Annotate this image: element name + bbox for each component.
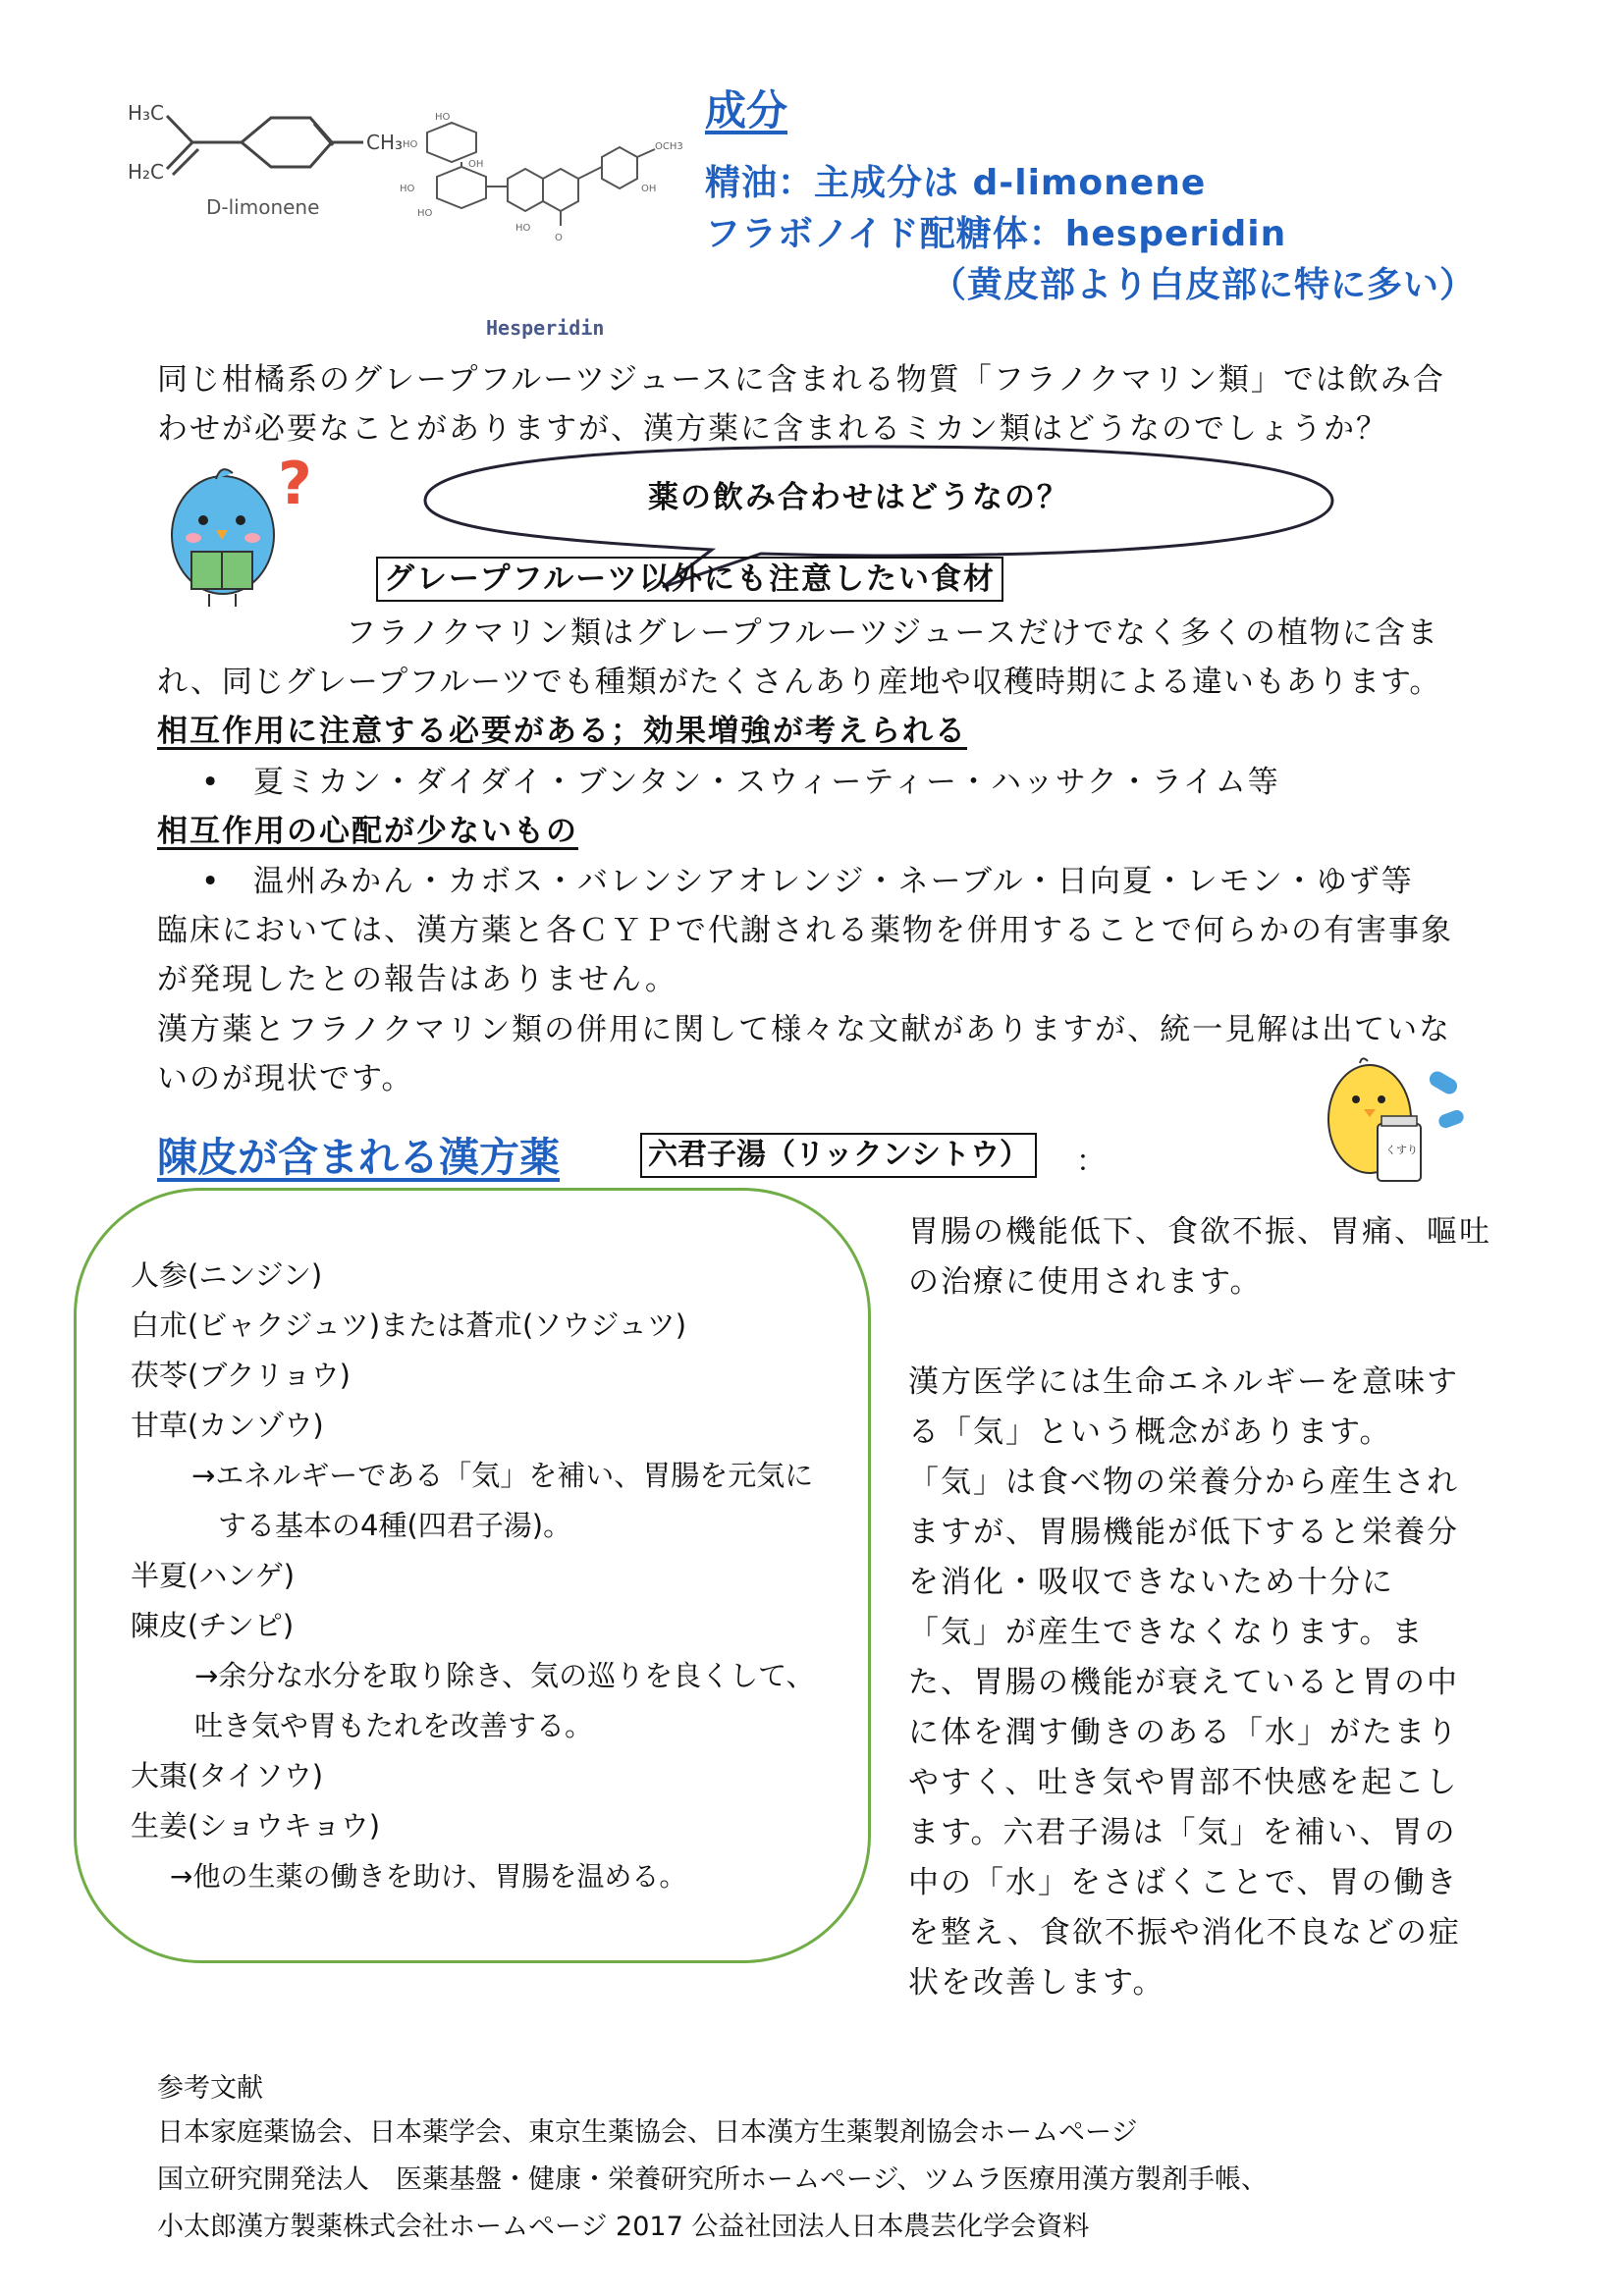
hesperidin-structure bbox=[398, 108, 702, 250]
desc-line: を消化・吸収できないため十分に bbox=[908, 1565, 1394, 1600]
reference-line2: 国立研究開発法人 医薬基盤・健康・栄養研究所ホームページ、ツムラ医療用漢方製剤手帳、 bbox=[157, 2164, 1269, 2195]
foods-heading: グレープフルーツ以外にも注意したい食材 bbox=[376, 557, 1003, 602]
herb-note2-line1: →余分な水分を取り除き、気の巡りを良くして、 bbox=[194, 1659, 815, 1692]
desc-line: を整え、食欲不振や消化不良などの症 bbox=[908, 1915, 1461, 1950]
h3c-label: H₃C bbox=[128, 101, 165, 125]
literature-line2: いのが現状です。 bbox=[157, 1061, 414, 1096]
herb-byakujutsu: 白朮(ビャクジュツ)または蒼朮(ソウジュツ) bbox=[131, 1308, 687, 1342]
chick-medicine-illustration bbox=[1321, 1055, 1468, 1193]
svg-text:OH: OH bbox=[468, 159, 484, 170]
desc-line: 中の「水」をさばくことで、胃の働き bbox=[908, 1865, 1459, 1900]
caution-heading: 相互作用に注意する必要がある；効果増強が考えられる bbox=[157, 714, 967, 749]
formula-name: 六君子湯（リックンシトウ） bbox=[640, 1133, 1037, 1178]
clinical-line1: 臨床においては、漢方薬と各ＣＹＰで代謝される薬物を併用することで何らかの有害事象 bbox=[157, 913, 1453, 948]
safe-bullet: • bbox=[201, 864, 222, 899]
formula-description bbox=[908, 1207, 1497, 2008]
svg-text:O: O bbox=[555, 233, 563, 243]
foods-p1-line2: れ、同じグレープフルーツでも種類がたくさんあり産地や収穫時期による違いもあります。 bbox=[157, 665, 1441, 700]
components-line2: フラボノイド配糖体：hesperidin bbox=[705, 214, 1287, 254]
herb-note3: →他の生薬の働きを助け、胃腸を温める。 bbox=[170, 1860, 687, 1893]
herb-note2-line2: 吐き気や胃もたれを改善する。 bbox=[194, 1709, 594, 1742]
desc-line: やすく、吐き気や胃部不快感を起こし bbox=[908, 1765, 1459, 1800]
d-limonene-structure bbox=[128, 59, 412, 226]
herb-taiso: 大棗(タイソウ) bbox=[131, 1759, 324, 1792]
speech-bubble-text: 薬の飲み合わせはどうなの？ bbox=[648, 480, 1069, 515]
desc-line: 状を改善します。 bbox=[908, 1965, 1165, 2001]
herb-shokyo: 生姜(ショウキョウ) bbox=[131, 1809, 381, 1842]
herb-note1-line2: する基本の4種(四君子湯)。 bbox=[218, 1509, 572, 1542]
literature-line1: 漢方薬とフラノクマリン類の併用に関して様々な文献がありますが、統一見解は出ていな bbox=[157, 1012, 1452, 1047]
reference-line3: 小太郎漢方製薬株式会社ホームページ 2017 公益社団法人日本農芸化学会資料 bbox=[157, 2212, 1090, 2242]
desc-line: の治療に使用されます。 bbox=[908, 1264, 1263, 1300]
question-mark-icon: ? bbox=[278, 450, 312, 518]
safe-heading: 相互作用の心配が少ないもの bbox=[157, 814, 578, 849]
desc-line: 漢方医学には生命エネルギーを意味す bbox=[908, 1364, 1459, 1400]
desc-line: 「気」は食べ物の栄養分から産生され bbox=[908, 1465, 1459, 1500]
desc-line bbox=[908, 1308, 1497, 1358]
ch3-label: CH₃ bbox=[366, 131, 404, 154]
desc-line: ます。六君子湯は「気」を補い、胃の bbox=[908, 1815, 1457, 1850]
safe-item: 温州みかん・カボス・バレンシアオレンジ・ネーブル・日向夏・レモン・ゆず等 bbox=[253, 864, 1414, 899]
herb-bukuryo: 茯苓(ブクリョウ) bbox=[131, 1359, 351, 1392]
desc-line: る「気」という概念があります。 bbox=[908, 1415, 1392, 1450]
herb-note1-line1: →エネルギーである「気」を補い、胃腸を元気に bbox=[191, 1459, 814, 1492]
bottle-label: くすり bbox=[1385, 1144, 1418, 1156]
kampo-title: 陳皮が含まれる漢方薬 bbox=[157, 1134, 560, 1181]
h2c-label: H₂C bbox=[128, 160, 165, 184]
formula-colon: ： bbox=[1076, 1145, 1106, 1179]
desc-line: ますが、胃腸機能が低下すると栄養分 bbox=[908, 1515, 1459, 1550]
herb-kanzo: 甘草(カンゾウ) bbox=[131, 1409, 324, 1442]
herb-chinpi: 陳皮(チンピ) bbox=[131, 1609, 295, 1642]
svg-text:HO: HO bbox=[417, 208, 433, 219]
desc-line: 「気」が産生できなくなります。ま bbox=[908, 1615, 1425, 1650]
desc-line: に体を潤す働きのある「水」がたまり bbox=[908, 1715, 1459, 1750]
hesperidin-label: Hesperidin bbox=[486, 316, 605, 340]
foods-p1-line1: フラノクマリン類はグレープフルーツジュースだけでなく多くの植物に含ま bbox=[346, 615, 1439, 651]
clinical-line2: が発現したとの報告はありません。 bbox=[157, 962, 677, 997]
reference-line1: 日本家庭薬協会、日本薬学会、東京生薬協会、日本漢方生薬製剤協会ホームページ bbox=[157, 2117, 1138, 2148]
herb-hange: 半夏(ハンゲ) bbox=[131, 1559, 296, 1592]
herb-ninjin: 人参(ニンジン) bbox=[131, 1258, 323, 1292]
svg-text:HO: HO bbox=[435, 112, 451, 123]
components-line1: 精油：主成分は d-limonene bbox=[705, 163, 1207, 203]
svg-text:OCH3: OCH3 bbox=[655, 141, 683, 152]
desc-line: た、胃腸の機能が衰えていると胃の中 bbox=[908, 1665, 1459, 1700]
components-line3: （黄皮部より白皮部に特に多い） bbox=[931, 265, 1477, 305]
svg-text:HO: HO bbox=[400, 184, 415, 194]
components-title: 成分 bbox=[705, 86, 788, 134]
caution-item: 夏ミカン・ダイダイ・ブンタン・スウィーティー・ハッサク・ライム等 bbox=[253, 765, 1280, 800]
d-limonene-label: D-limonene bbox=[206, 195, 320, 219]
intro-line2: わせが必要なことがありますが、漢方薬に含まれるミカン類はどうなのでしょうか？ bbox=[157, 411, 1388, 447]
intro-line1: 同じ柑橘系のグレープフルーツジュースに含まれる物質「フラノクマリン類」では飲み合 bbox=[157, 362, 1445, 398]
svg-text:HO: HO bbox=[515, 223, 531, 234]
svg-text:HO: HO bbox=[403, 139, 418, 150]
references-title: 参考文献 bbox=[157, 2073, 263, 2104]
desc-line: 胃腸の機能低下、食欲不振、胃痛、嘔吐 bbox=[908, 1214, 1491, 1250]
svg-text:OH: OH bbox=[641, 184, 657, 194]
caution-bullet: • bbox=[201, 765, 222, 800]
